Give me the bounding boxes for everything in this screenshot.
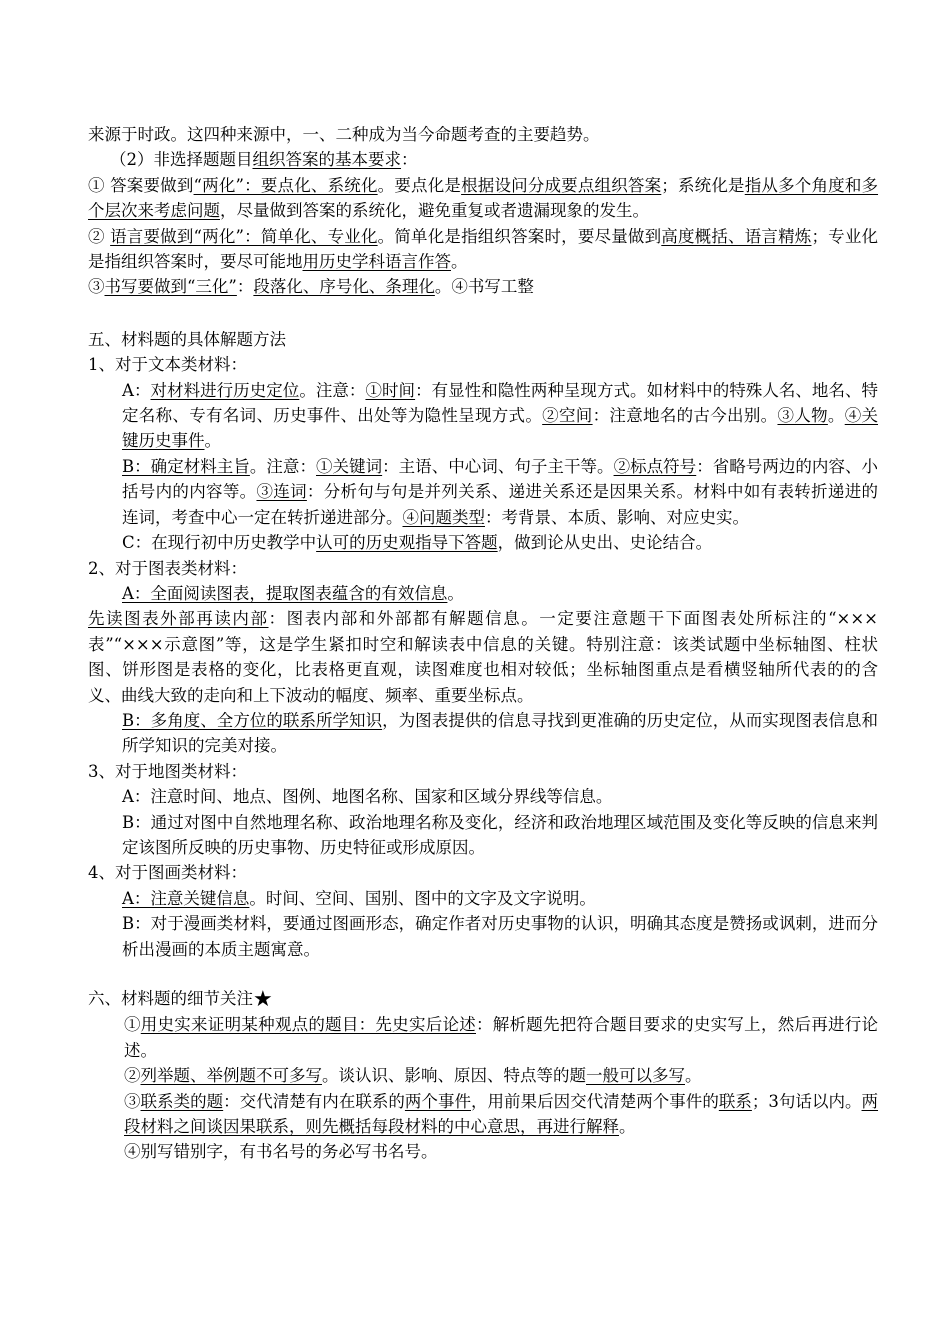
text: B：对于漫画类材料，要通过图画形态，确定作者对历史事物的认识，明确其态度是赞扬或讽刺，进而分析出漫画的本质主题寓意。 [122, 914, 878, 959]
text: ② [124, 1066, 141, 1086]
paragraph-text-a [88, 378, 878, 454]
underlined-text: 段落化、序号化、条理化 [253, 277, 435, 297]
heading-text: 4、对于图画类材料： [88, 863, 247, 883]
underlined-text: 组织答案的基本要求 [252, 150, 401, 170]
underlined-text: A：注意关键信息 [122, 888, 250, 908]
paragraph-picture-b [88, 911, 878, 962]
subsection-text-material [88, 352, 878, 377]
underlined-text: ④关键历史事件 [122, 406, 879, 451]
heading-text: 五、材料题的具体解题方法 [88, 329, 286, 349]
text: ，为图表提供的信息寻找到更准确的历史定位，从而实现图表信息和所学知识的完美对接。 [122, 710, 878, 756]
text: ③ [124, 1091, 141, 1111]
underlined-text: ①时间 [365, 380, 416, 400]
paragraph-chart-a [88, 581, 878, 606]
subsection-map-material [88, 759, 878, 784]
text: C：在现行初中历史教学中 [122, 533, 317, 553]
text: 。简单化是指组织答案时，要尽量做到 [377, 226, 662, 246]
section-6-title [88, 986, 878, 1012]
text: 。注意： [299, 380, 366, 400]
underlined-text: ③人物 [777, 406, 828, 426]
text: ① 答案要做到 [88, 175, 194, 195]
text: ：图表内部和外部都有解题信息。一定要注意题干下面图表处所标注的“×××表”“×××示意图”等，这是学生紧扣时空和解读表中信息的关键。特别注意：该类试题中坐标轴图、柱状图、饼形图是表格的变化，比表格更直观，读图难度也相对较低；坐标轴图重点是看横竖轴所代表的的含义、曲线大致的走向和上下波动的幅度、频率、重要坐标点。 [88, 609, 878, 705]
text: ： [236, 277, 254, 297]
text: ② [88, 226, 111, 246]
underlined-text: 列举题、举例题不可多写 [140, 1066, 322, 1086]
underlined-text: 认可的历史观指导下答题 [316, 533, 498, 553]
underlined-text: 两段材料之间谈因果联系，则先概括每段材料的中心意思，再进行解释 [124, 1091, 879, 1137]
text: 。要点化是 [377, 175, 462, 195]
underlined-text: 用历史学科语言作答 [302, 252, 451, 272]
heading-text: 2、对于图表类材料： [88, 558, 247, 578]
underlined-text: ①关键词 [316, 456, 383, 476]
underlined-text: ③连词 [256, 482, 307, 502]
paragraph-sources [88, 122, 878, 147]
text: ，用前果后因交代清楚两个事件的 [471, 1091, 719, 1111]
underlined-text: “两化”：要点化、系统化 [193, 175, 378, 195]
paragraph-detail-1 [88, 1012, 878, 1063]
paragraph-map-a [88, 784, 878, 809]
text: ，做到论从史出、史论结合。 [497, 533, 713, 553]
paragraph-chart-b [88, 708, 878, 759]
text: 。注意： [249, 456, 316, 476]
underlined-text: 对材料进行历史定位 [150, 380, 300, 400]
underlined-text: B：确定材料主旨 [122, 456, 250, 476]
paragraph-text-c [88, 530, 878, 555]
subsection-picture-material [88, 860, 878, 885]
text: ① [124, 1015, 141, 1035]
text: ：主语、中心词、句子主干等。 [382, 456, 614, 476]
underlined-text: 用史实来证明某种观点的题目：先史实后论述 [140, 1015, 476, 1035]
text: 。 [827, 406, 845, 426]
underlined-text: ②标点符号 [613, 456, 697, 476]
text: A：注意时间、地点、图例、地图名称、国家和区域分界线等信息。 [122, 787, 613, 807]
subsection-chart-material [88, 556, 878, 581]
spacer [88, 300, 878, 327]
spacer [88, 962, 878, 986]
text: ；系统化是 [661, 175, 745, 195]
section-5-title [88, 327, 878, 352]
paragraph-detail-4 [88, 1139, 878, 1164]
heading-text: 六、材料题的细节关注 [88, 989, 253, 1008]
star-icon: ★ [253, 987, 273, 1012]
heading-text: 1、对于文本类材料： [88, 355, 247, 375]
underlined-text: A：全面阅读图表，提取图表蕴含的有效信息 [122, 583, 448, 603]
text: ，尽量做到答案的系统化，避免重复或者遗漏现象的发生。 [220, 201, 649, 221]
underlined-text: 书写要做到“三化” [104, 277, 237, 297]
paragraph-picture-a [88, 886, 878, 911]
text: ③ [88, 277, 105, 297]
text: ：交代清楚有内在联系的 [223, 1091, 405, 1111]
underlined-text: 先读图表外部再读内部 [88, 609, 269, 629]
text: 来源于时政。这四种来源中，一、二种成为当今命题考查的主要趋势。 [88, 125, 600, 144]
underlined-text: 语言要做到“两化”：简单化、专业化 [110, 226, 378, 246]
underlined-text: 联系 [718, 1091, 752, 1111]
text: 。④书写工整 [434, 277, 534, 297]
text: 。 [451, 252, 468, 272]
text: ：考背景、本质、影响、对应史实。 [485, 507, 749, 527]
text: ④别写错别字，有书名号的务必写书名号。 [124, 1142, 438, 1162]
paragraph-text-b [88, 454, 878, 530]
paragraph-requirements-heading [88, 147, 878, 172]
paragraph-language-two [88, 224, 878, 275]
underlined-text: 联系类的题 [140, 1091, 224, 1111]
text: ：解析题先把符合题目要求的史实写上，然后再进行论述。 [124, 1015, 879, 1060]
text: ；专业化是指组织答案时，要尽可能地 [88, 226, 879, 272]
text: B：通过对图中自然地理名称、政治地理名称及变化，经济和政治地理区域范围及变化等反映的信息来判定该图所反映的历史事物、历史特征或形成原因。 [122, 812, 878, 857]
document-page [88, 122, 878, 1165]
underlined-text: 根据设问分成要点组织答案 [461, 175, 662, 195]
paragraph-writing-three [88, 274, 878, 299]
paragraph-chart-read [88, 606, 878, 708]
underlined-text: ②空间 [542, 406, 593, 426]
text: 。谈认识、影响、原因、特点等的题 [322, 1066, 586, 1086]
underlined-text: ④问题类型 [402, 507, 485, 527]
underlined-text: B：多角度、全方位的联系所学知识 [122, 710, 383, 730]
paragraph-detail-2 [88, 1063, 878, 1088]
text: 。 [619, 1117, 636, 1137]
text: ；3句话以内。 [751, 1091, 862, 1111]
text: ：有显性和隐性两种呈现方式。如材料中的特殊人名、地名、特定名称、专有名词、历史事件、出处等为隐性呈现方式。 [122, 380, 879, 426]
text: ： [401, 150, 418, 170]
underlined-text: 一般可以多写 [586, 1066, 685, 1086]
text: （2）非选择题题目 [110, 150, 253, 170]
text: 。 [685, 1066, 702, 1086]
text: ：省略号两边的内容、小括号内的内容等。 [122, 456, 879, 502]
heading-text: 3、对于地图类材料： [88, 761, 247, 781]
paragraph-map-b [88, 810, 878, 861]
underlined-text: 两个事件 [404, 1091, 471, 1111]
paragraph-answer-two [88, 173, 878, 224]
text: 。时间、空间、国别、图中的文字及文字说明。 [249, 888, 596, 908]
underlined-text: 高度概括、语言精炼 [661, 226, 812, 246]
text: A： [122, 380, 151, 400]
text: ：注意地名的古今出别。 [592, 406, 778, 426]
text: 。 [447, 583, 464, 603]
text: ：分析句与句是并列关系、递进关系还是因果关系。材料中如有表转折递进的连词，考查中心一定在转折递进部分。 [122, 482, 879, 527]
paragraph-detail-3 [88, 1089, 878, 1140]
text: 。 [204, 431, 221, 451]
underlined-text: 指从多个角度和多个层次来考虑问题 [88, 175, 879, 221]
